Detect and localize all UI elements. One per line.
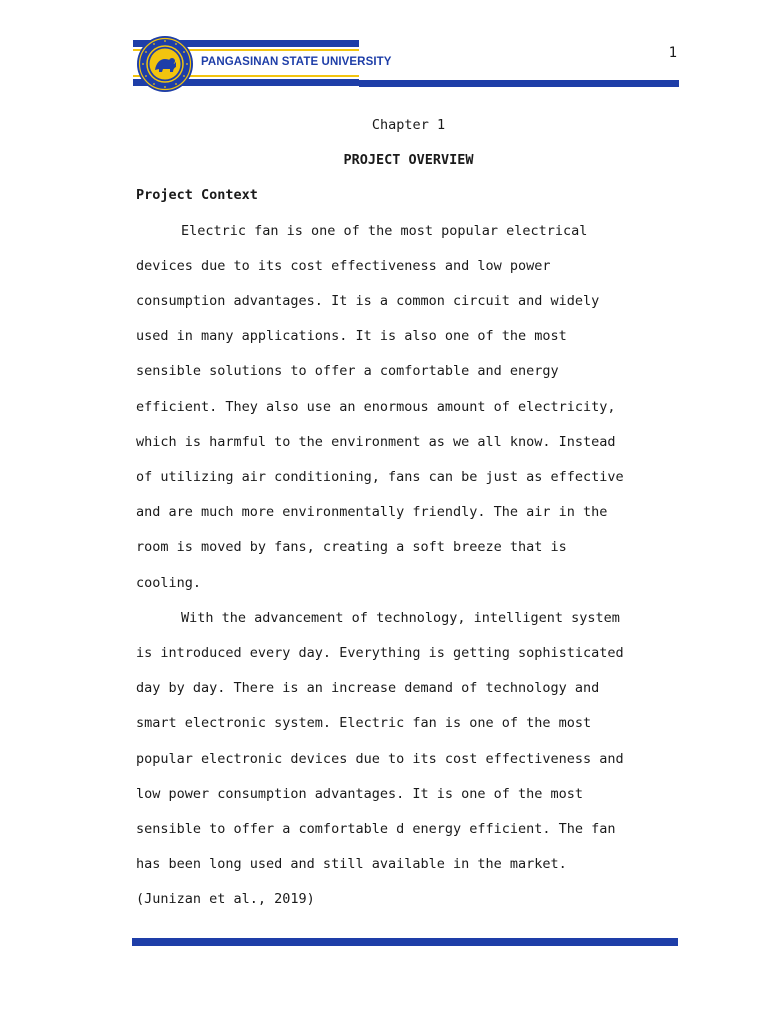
university-name: PANGASINAN STATE UNIVERSITY	[201, 56, 392, 68]
header-rule	[359, 80, 679, 87]
body-paragraph-1: Electric fan is one of the most popular electrical devices due to its cost effectiveness and low power consumption advantages. It is a common circuit and widely used in many applications. It is also one of the most sensible solutions to offer a comfortable and energy efficient. They also use an enormous amount of electricity, which is harmful to the environment as we all know. Instead of utilizing air conditioning, fans can be just as effective and are much more environmentally friendly. The air in the room is moved by fans, creating a soft breeze that is cooling.	[136, 222, 624, 591]
chapter-title: PROJECT OVERVIEW	[343, 152, 474, 169]
page-header	[0, 0, 768, 100]
university-seal-icon	[136, 35, 194, 93]
section-heading: Project Context	[136, 187, 258, 204]
body-paragraph-2: With the advancement of technology, intelligent system is introduced every day. Everything is getting sophisticated day by day. There is an increase demand of technology and smart electronic system. Electric fan is one of the most popular electronic devices due to its cost effectiveness and low power consumption advantages. It is one of the most sensible to offer a comfortable d energy efficient. The fan has been long used and still available in the market. (Junizan et al., 2019)	[136, 609, 624, 908]
chapter-label: Chapter 1	[371, 117, 446, 133]
footer-rule	[132, 938, 678, 946]
page-number: 1	[668, 45, 677, 61]
document-body	[136, 108, 681, 918]
